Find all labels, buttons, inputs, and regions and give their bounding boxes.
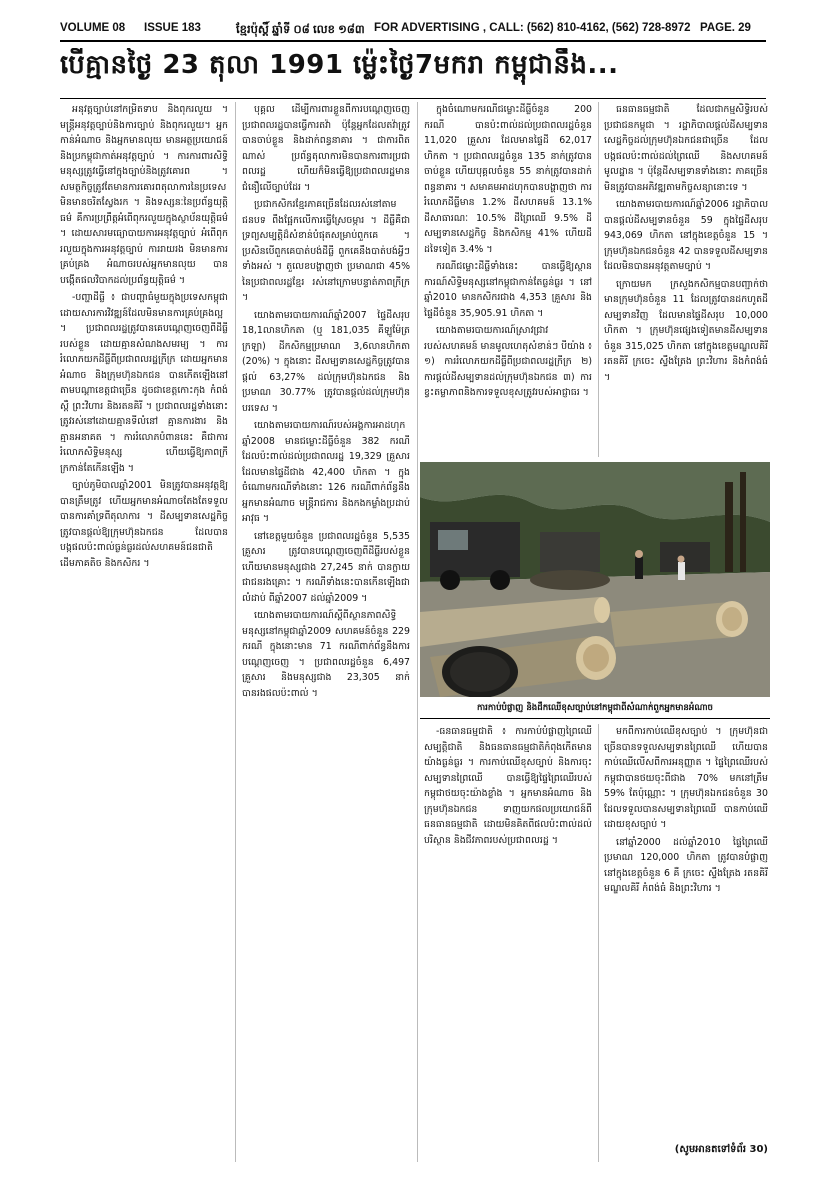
- article-column-3-bottom: [424, 724, 592, 1162]
- paragraph: មកពីការកាប់ឈើខុសច្បាប់ ។ ក្រុមហ៊ុនជាច្រើនបានទទួលសម្បទានព្រៃឈើ ហើយបានកាប់ឈើលើសពីការអនុញ្ញាត ។ ផ្ទៃព្រៃឈើរបស់កម្ពុជាបានថយចុះពីជាង 70% មកនៅត្រឹម 59% តែប៉ុណ្ណោះ ។ ក្រុមហ៊ុនឯកជនចំនួន 30 ដែលទទួលបានសម្បទានព្រៃឈើ បានកាប់ឈើដោយខុសច្បាប់ ។: [604, 726, 768, 830]
- article-column-1: [60, 102, 228, 1162]
- volume-label: VOLUME 08: [60, 22, 126, 34]
- paragraph: -បញ្ហាដីធ្លី ៖ ជាបញ្ហាធំមួយក្នុងប្រទេសកម្ពុជា ដោយសារការវិវឌ្ឍន៍ដែលមិនមានការគ្រប់គ្រងល្អ ។ ប្រជាពលរដ្ឋត្រូវបានគេបណ្ដេញចេញពីដីធ្លីរបស់ខ្លួន ដោយគ្មានសំណងសមរម្យ ។ ការរំលោភយកដីធ្លីពីប្រជាពលរដ្ឋក្រីក្រ ដោយអ្នកមានអំណាច និងក្រុមហ៊ុនឯកជន បានកើតឡើងនៅតាមបណ្ដាខេត្តជាច្រើន ដូចជាខេត្តកោះកុង កំពង់ស្ពឺ ព្រះវិហារ និងរតនគិរី ។ ប្រជាពលរដ្ឋទាំងនោះត្រូវរស់នៅដោយគ្មានទីលំនៅ គ្មានការងារ និងគ្មានអនាគត ។ ការរំលោភបំពាននេះ គឺជាការរំលោភសិទ្ធិមនុស្ស ហើយធ្វើឱ្យភាពក្រីក្រកាន់តែកើនឡើង ។: [60, 292, 228, 474]
- paragraph: នៅខេត្តមួយចំនួន ប្រជាពលរដ្ឋចំនួន 5,535 គ្រួសារ ត្រូវបានបណ្ដេញចេញពីដីធ្លីរបស់ខ្លួន ហើយមានមនុស្សជាង 27,245 នាក់ បានក្លាយជាជនរងគ្រោះ ។ ករណីទាំងនេះបានកើនឡើងជាលំដាប់ ពីឆ្នាំ2007 ដល់ឆ្នាំ2009 ។: [242, 530, 410, 604]
- article-column-2: [242, 102, 410, 1162]
- header-rule: [60, 40, 766, 42]
- page-headline: បើគ្មានថ្ងៃ 23 តុលា 1991 ម្ល៉េះថ្ងៃ7មករា កម្ពុជានឹង...: [60, 50, 619, 80]
- column-divider: [598, 724, 599, 1162]
- paragraph: យោងតាមរបាយការណ៍របស់អង្គការអាដហុកឆ្នាំ2008 មានជម្លោះដីធ្លីចំនួន 382 ករណី ដែលប៉ះពាល់ដល់ប្រជាពលរដ្ឋ 19,329 គ្រួសារ ដែលមានផ្ទៃដីជាង 42,400 ហិកតា ។ ក្នុងចំណោមករណីទាំងនោះ 126 ករណីពាក់ព័ន្ធនឹងអ្នកមានអំណាច មន្ត្រីរាជការ និងកងកម្លាំងប្រដាប់អាវុធ ។: [242, 420, 410, 524]
- column-divider: [598, 102, 599, 457]
- paragraph: -ធនធានធម្មជាតិ ៖ ការកាប់បំផ្លាញព្រៃឈើ សម្បត្តិជាតិ និងធនធានធម្មជាតិកំពុងកើតមានយ៉ាងធ្ងន់ធ្ងរ ។ ការកាប់ឈើខុសច្បាប់ និងការចុះសម្បទានព្រៃឈើ បានធ្វើឱ្យផ្ទៃព្រៃឈើរបស់កម្ពុជាថយចុះយ៉ាងខ្លាំង ។ អ្នកមានអំណាច និងក្រុមហ៊ុនឯកជន ទាញយកផលប្រយោជន៍ពីធនធានធម្មជាតិ ដោយមិនគិតពីផលប៉ះពាល់ដល់បរិស្ថាន និងជីវភាពរបស់ប្រជាពលរដ្ឋ ។: [424, 726, 592, 846]
- logging-photo: [420, 462, 770, 697]
- paragraph: ក្នុងចំណោមករណីជម្លោះដីធ្លីចំនួន 200 ករណី បានប៉ះពាល់ដល់ប្រជាពលរដ្ឋចំនួន 11,020 គ្រួសារ ដែលមានផ្ទៃដី 62,017 ហិកតា ។ ប្រជាពលរដ្ឋចំនួន 135 នាក់ត្រូវបានចាប់ខ្លួន ហើយបុគ្គលចំនួន 55 នាក់ត្រូវបានដាក់ពន្ធនាគារ ។ សមាគមអាដហុកបានបង្ហាញថា ការរំលោភដីធ្លីមាន 1.2% ដីសហគមន៍ 13.1% ដីសាធារណៈ 10.5% ដីព្រៃឈើ 9.5% ដីសម្បទានសេដ្ឋកិច្ច និងកសិកម្ម 41% ហើយដីដទៃទៀត 3.4% ។: [424, 104, 592, 255]
- paragraph: នៅឆ្នាំ2000 ដល់ឆ្នាំ2010 ផ្ទៃព្រៃឈើប្រមាណ 120,000 ហិកតា ត្រូវបានបំផ្លាញ នៅក្នុងខេត្តចំនួន 6 គឺ ក្រចេះ ស្ទឹងត្រែង រតនគិរី មណ្ឌលគិរី កំពង់ធំ និងព្រះវិហារ ។: [604, 836, 768, 894]
- advertising-contact: FOR ADVERTISING , CALL: (562) 810-4162, (562) 728-8972: [374, 22, 691, 34]
- paragraph: យោងតាមរបាយការណ៍ស្ដីពីស្ថានភាពសិទ្ធិមនុស្សនៅកម្ពុជាឆ្នាំ2009 សហគមន៍ចំនួន 229 ករណី ក្នុងនោះមាន 71 ករណីពាក់ព័ន្ធនឹងការបណ្ដេញចេញ ។ ប្រជាពលរដ្ឋចំនួន 6,497 គ្រួសារ និងមនុស្សជាង 23,305 នាក់ បានរងផលប៉ះពាល់ ។: [242, 610, 410, 699]
- headline-rule: [60, 98, 766, 99]
- paragraph: ក្រោយមក ក្រសួងកសិកម្មបានបញ្ជាក់ថា មានក្រុមហ៊ុនចំនួន 11 ដែលត្រូវបានដកហូតដីសម្បទានវិញ ដែលមានផ្ទៃដីសរុប 10,000 ហិកតា ។ ក្រុមហ៊ុនផ្សេងទៀតមានដីសម្បទានចំនួន 315,025 ហិកតា នៅក្នុងខេត្តមណ្ឌលគិរី រតនគិរី ក្រចេះ ស្ទឹងត្រែង ព្រះវិហារ និងកំពង់ធំ ។: [604, 278, 768, 383]
- paragraph: យោងតាមរបាយការណ៍ឆ្នាំ2006 រដ្ឋាភិបាលបានផ្ដល់ដីសម្បទានចំនួន 59 ក្នុងផ្ទៃដីសរុប 943,069 ហិកតា នៅក្នុងខេត្តចំនួន 15 ។ ក្រុមហ៊ុនឯកជនចំនួន 42 បានទទួលដីសម្បទាន ដែលមិនបានអនុវត្តតាមច្បាប់ ។: [604, 199, 768, 272]
- paragraph: ធនធានធម្មជាតិ ដែលជាកម្មសិទ្ធិរបស់ប្រជាជនកម្ពុជា ។ រដ្ឋាភិបាលផ្ដល់ដីសម្បទានសេដ្ឋកិច្ចដល់ក្រុមហ៊ុនឯកជនជាច្រើន ដែលបង្កផលប៉ះពាល់ដល់ព្រៃឈើ និងសហគមន៍មូលដ្ឋាន ។ ប៉ុន្តែដីសម្បទានទាំងនោះ ភាគច្រើនមិនត្រូវបានអភិវឌ្ឍតាមកិច្ចសន្យានោះទេ ។: [604, 104, 768, 193]
- page-header: [60, 22, 765, 38]
- paragraph: ច្បាប់ភូមិបាលឆ្នាំ2001 មិនត្រូវបានអនុវត្តឱ្យបានត្រឹមត្រូវ ហើយអ្នកមានអំណាចតែងតែទទួលបានការគាំទ្រពីតុលាការ ។ ដីសម្បទានសេដ្ឋកិច្ចត្រូវបានផ្ដល់ឱ្យក្រុមហ៊ុនឯកជន ដែលបានបង្កផលប៉ះពាល់ធ្ងន់ធ្ងរដល់សហគមន៍ជនជាតិដើមភាគតិច និងកសិករ ។: [60, 480, 228, 569]
- paragraph: យោងតាមរបាយការណ៍ឆ្នាំ2007 ផ្ទៃដីសរុប 18,1លានហិកតា (ឬ 181,035 គីឡូម៉ែត្រក្រឡា) ដីកសិកម្មប្រមាណ 3,6លានហិកតា (20%) ។ ក្នុងនោះ ដីសម្បទានសេដ្ឋកិច្ចត្រូវបានផ្ដល់ 63,27% ដល់ក្រុមហ៊ុនឯកជន និងប្រមាណ 30.77% ត្រូវបានផ្ដល់ដល់ក្រុមហ៊ុនបរទេស ។: [242, 309, 410, 414]
- column-divider: [417, 102, 418, 1162]
- photo-caption: ការកាប់បំផ្លាញ និងដឹកឈើខុសច្បាប់នៅកម្ពុជាពីសំណាក់ពួកអ្នកមានអំណាច: [420, 700, 770, 719]
- paragraph: ប្រជាកសិករខ្មែរភាគច្រើនដែលរស់នៅតាមជនបទ ពឹងផ្អែកលើការធ្វើស្រែចម្ការ ។ ដីធ្លីគឺជាទ្រព្យសម្បត្តិដ៏សំខាន់បំផុតសម្រាប់ពួកគេ ។ ប្រសិនបើពួកគេបាត់បង់ដីធ្លី ពួកគេនឹងបាត់បង់អ្វីៗទាំងអស់ ។ តួលេខបង្ហាញថា ប្រមាណជា 45% នៃប្រជាពលរដ្ឋខ្មែរ រស់នៅក្រោមបន្ទាត់ភាពក្រីក្រ ។: [242, 199, 410, 303]
- article-column-4-bottom: [604, 724, 768, 1140]
- paragraph: ករណីជម្លោះដីធ្លីទាំងនេះ បានធ្វើឱ្យស្ថានការណ៍សិទ្ធិមនុស្សនៅកម្ពុជាកាន់តែធ្ងន់ធ្ងរ ។ នៅឆ្នាំ2010 មានកសិករជាង 4,353 គ្រួសារ និងផ្ទៃដីចំនួន 35,905.91 ហិកតា ។: [424, 261, 592, 319]
- article-column-3-top: [424, 102, 592, 457]
- column-divider: [235, 102, 236, 1162]
- paragraph: បុគ្គល ដើម្បីការពារខ្លួនពីការបណ្ដេញចេញ ប្រជាពលរដ្ឋបានធ្វើការតវ៉ា ប៉ុន្តែអ្នកដែលតវ៉ាត្រូវបានចាប់ខ្លួន និងដាក់ពន្ធនាគារ ។ ជាការពិតណាស់ ប្រព័ន្ធតុលាការមិនបានការពារប្រជាពលរដ្ឋ ហើយក៏មិនធ្វើឱ្យប្រជាពលរដ្ឋមានជំនឿលើច្បាប់ដែរ ។: [242, 104, 410, 193]
- paragraph: យោងតាមរបាយការណ៍ស្រាវជ្រាវរបស់សហគមន៍ មានមូលហេតុសំខាន់ៗ បីយ៉ាង ៖ ១) ការរំលោភយកដីធ្លីពីប្រជាពលរដ្ឋក្រីក្រ ២) ការផ្ដល់ដីសម្បទានដល់ក្រុមហ៊ុនឯកជន ៣) ការខ្វះតម្លាភាពនិងការទទួលខុសត្រូវរបស់អាជ្ញាធរ ។: [424, 325, 592, 398]
- issue-label: ISSUE 183: [144, 22, 201, 34]
- article-column-4-top: [604, 102, 768, 457]
- continued-on-page: (សូមអានតទៅទំព័រ 30): [674, 1144, 768, 1155]
- photo-logging-trucks: [420, 462, 770, 697]
- khmer-issue-date: ខ្មែរប៉ុស្ដិ៍ ឆ្នាំទី ០៨ លេខ ១៨៣: [236, 24, 365, 36]
- page-number: PAGE. 29: [700, 22, 751, 34]
- paragraph: អនុវត្តច្បាប់នៅកម្រិតទាប និងពុករលួយ ។ មន្ត្រីអនុវត្តច្បាប់និងការច្បាប់ និងពុករលួយ។ អ្នកកាន់អំណាច និងអ្នកមានលុយ មានអត្ថប្រយោជន៍ និងប្រកម្ពុជាកាត់អនុវត្តច្បាប់ ។ ការការពារសិទ្ធិមនុស្សត្រូវធ្វើនៅក្នុងច្បាប់និងត្រូវគោរព ។ សមត្ថកិច្ចត្រូវតែមានការគោរពតុលាការនៃប្រទេស មិនមានចរិតស្វែងរក ។ និងទស្សនៈនៃប្រព័ន្ធយុត្តិធម៌ គឺការប្រព្រឹត្តអំពើពុករលួយក្នុងស្ថាប័នយុត្តិធម៌ ។ ដោយសារមធ្យោបាយការអនុវត្តច្បាប់ អំពើពុករលួយក្នុងការអនុវត្តច្បាប់ ការរាយរង មិនមានការគ្រប់គ្រង អំណាចរបស់អ្នកមានលុយ បានបង្កើតផលវិបាកដល់ប្រព័ន្ធយុត្តិធម៌ ។: [60, 104, 228, 286]
